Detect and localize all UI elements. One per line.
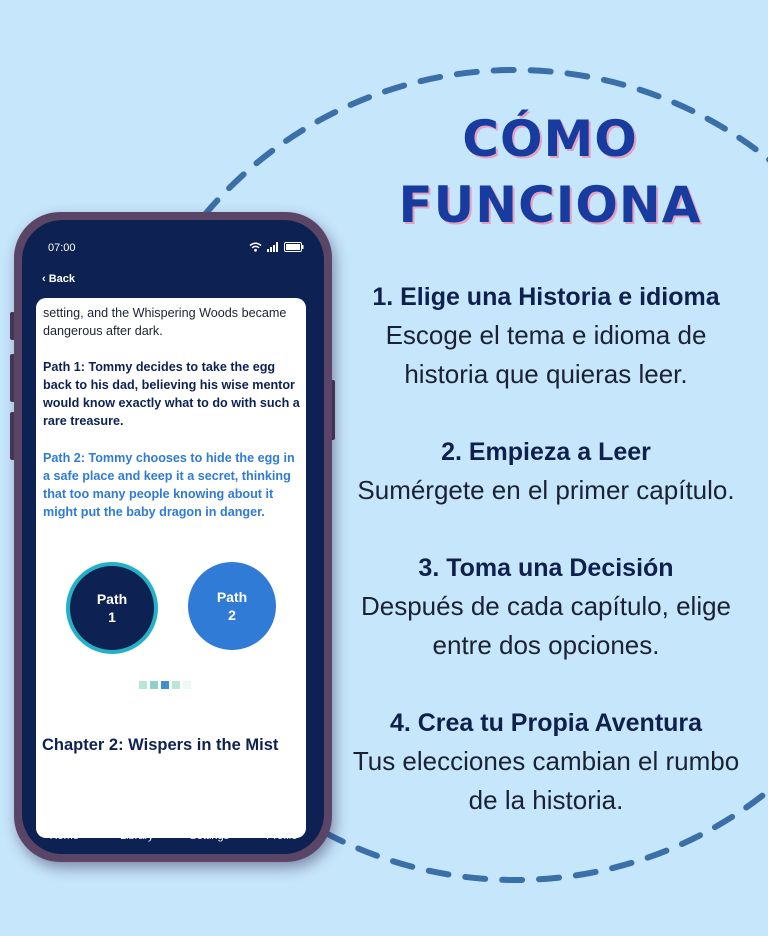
step-2-desc-line-1: Sumérgete en el primer capítulo. (357, 475, 735, 505)
headline-line-1: CÓMO (462, 110, 638, 168)
loader-dot (161, 681, 169, 689)
nav-item-home[interactable] (34, 800, 94, 854)
nav-label-home: Home (49, 830, 79, 842)
step-1-desc-line-1: Escoge el tema e idioma de (385, 320, 707, 350)
nav-label-settings: Settings (189, 830, 230, 842)
path-2-button[interactable] (188, 562, 276, 650)
next-chapter-title: Chapter 2: Wispers in the Mist (42, 736, 279, 754)
step-4 (340, 704, 752, 820)
profile-icon (268, 800, 296, 828)
nav-label-library: Library (119, 830, 154, 842)
path-1-button-number: 1 (108, 609, 116, 625)
path-2-description: Path 2: Tommy chooses to hide the egg in a safe place and keep it a secret, thinking that too many people knowing about it might put the baby dragon in danger. (43, 451, 295, 519)
story-intro-text: setting, and the Whispering Woods became dangerous after dark. (43, 306, 287, 338)
loader-dot (139, 681, 147, 689)
step-1-desc-line-2: historia que quieras leer. (404, 359, 688, 389)
path-2-button-number: 2 (228, 607, 236, 623)
back-label: Back (48, 273, 76, 285)
story-card (36, 298, 306, 838)
step-4-desc-line-2: de la historia. (468, 785, 624, 815)
nav-item-library[interactable] (107, 800, 167, 854)
step-1-title: 1. Elige una Historia e idioma (372, 283, 720, 311)
gear-icon (195, 800, 223, 828)
phone-mockup (14, 212, 332, 862)
step-4-title: 4. Crea tu Propia Aventura (389, 709, 703, 737)
wifi-icon (249, 242, 262, 252)
bottom-nav (22, 800, 324, 854)
step-4-desc-line-1: Tus elecciones cambian el rumbo (352, 746, 740, 776)
path-1-button[interactable] (66, 562, 158, 654)
chevron-left-icon: ‹ (42, 273, 49, 285)
path-2-button-label: Path (216, 589, 248, 605)
step-1 (340, 278, 752, 394)
path-1-description: Path 1: Tommy decides to take the egg back to his dad, believing his wise mentor would know exactly what to do with such a rare treasure. (43, 360, 300, 428)
status-icons (249, 242, 304, 252)
step-3-title: 3. Toma una Decisión (418, 554, 674, 582)
nav-item-profile[interactable] (252, 800, 312, 854)
step-2-title: 2. Empieza a Leer (441, 438, 651, 466)
battery-icon (284, 242, 304, 252)
loader-dot (183, 681, 191, 689)
step-3 (340, 549, 752, 665)
signal-icon (267, 242, 279, 252)
phone-screen (22, 220, 324, 854)
step-3-desc-line-1: Después de cada capítulo, elige (360, 591, 732, 621)
nav-item-settings[interactable] (179, 800, 239, 854)
headline-line-2: FUNCIONA (398, 176, 702, 234)
path-1-button-label: Path (96, 591, 128, 607)
step-3-desc-line-2: entre dos opciones. (432, 630, 660, 660)
step-2 (340, 433, 752, 510)
loader-dot (150, 681, 158, 689)
status-bar (48, 242, 304, 258)
home-icon (50, 800, 78, 828)
library-icon (123, 800, 151, 828)
nav-label-profile: Profile (266, 830, 298, 842)
status-time: 07:00 (48, 242, 76, 254)
loader-dot (172, 681, 180, 689)
back-link[interactable] (42, 273, 75, 285)
loading-indicator (139, 681, 191, 689)
